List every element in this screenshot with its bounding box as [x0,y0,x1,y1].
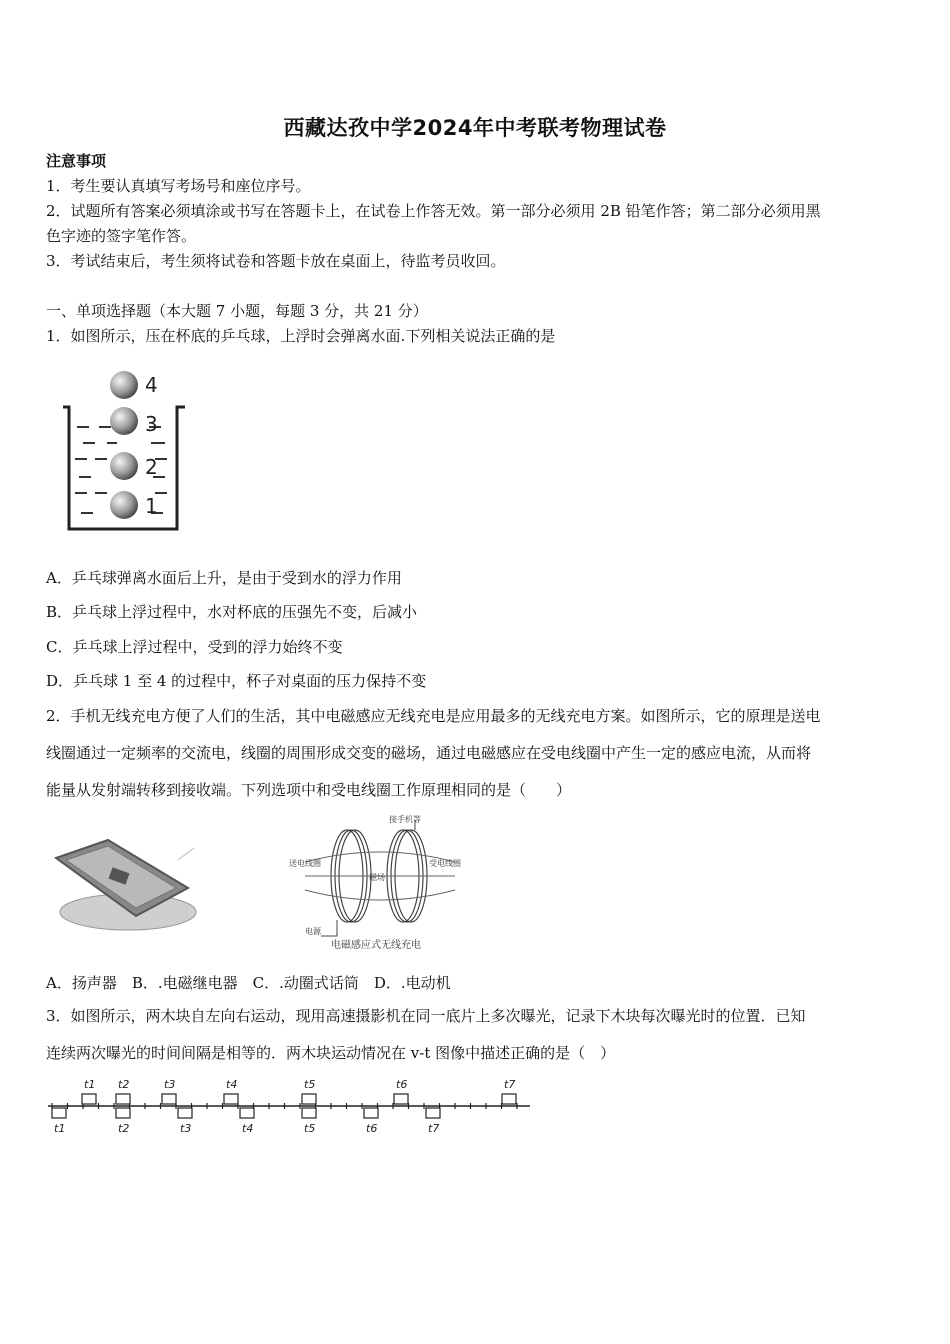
label-receive-coil: 受电线圈 [429,859,461,868]
page-title: 西藏达孜中学2024年中考联考物理试卷 [283,116,667,140]
top-label-7: t7 [504,1078,516,1091]
bottom-label-6: t6 [366,1122,378,1135]
top-blocks [82,1094,516,1104]
notice-item-2-cont: 色字迹的签字笔作答。 [46,227,197,245]
bottom-label-1: t1 [54,1122,66,1135]
top-block-7 [502,1094,516,1104]
top-block-1 [82,1094,96,1104]
top-label-1: t1 [84,1078,96,1091]
bottom-label-7: t7 [428,1122,440,1135]
section-heading: 一、单项选择题（本大题 7 小题，每题 3 分，共 21 分） [46,302,428,320]
label-phone: 接手机等 [389,815,421,824]
ball-4 [110,371,138,399]
figure-caption: 电磁感应式无线充电 [331,940,421,951]
q3-stem-line-1: 3．如图所示，两木块自左向右运动，现用高速摄影机在同一底片上多次曝光，记录下木块每次曝光时的位置．已知 [46,1007,806,1025]
top-label-2: t2 [118,1078,130,1091]
q1-option-a: A．乒乓球弹离水面后上升，是由于受到水的浮力作用 [46,569,402,587]
label-send-coil: 送电线圈 [289,859,321,868]
top-block-2 [116,1094,130,1104]
ball-label-4: 4 [145,373,158,397]
top-labels [84,1078,515,1091]
top-block-6 [394,1094,408,1104]
induction-coils-diagram [285,812,475,952]
notice-heading: 注意事项 [46,152,107,170]
q2-options: A．扬声器 B．.电磁继电器 C．.动圈式话筒 D．.电动机 [46,974,451,992]
top-block-4 [224,1094,238,1104]
bottom-blocks [52,1108,440,1118]
ball-label-3: 3 [145,412,158,436]
top-block-3 [162,1094,176,1104]
top-label-4: t4 [226,1078,238,1091]
bottom-block-5 [302,1108,316,1118]
exposure-diagram [44,1074,534,1138]
bottom-label-2: t2 [118,1122,130,1135]
q1-stem: 1．如图所示，压在杯底的乒乓球，上浮时会弹离水面.下列相关说法正确的是 [46,327,556,345]
ball-3 [110,407,138,435]
q2-stem-line-1: 2．手机无线充电方便了人们的生活，其中电磁感应无线充电是应用最多的无线充电方案。如图所示，它的原理是送电 [46,707,821,725]
notice-item-3: 3．考试结束后，考生须将试卷和答题卡放在桌面上，待监考员收回。 [46,252,506,270]
notice-item-1: 1．考生要认真填写考场号和座位序号。 [46,177,311,195]
q2-stem-line-2: 线圈通过一定频率的交流电，线圈的周围形成交变的磁场，通过电磁感应在受电线圈中产生一定的感应电流，从而将 [46,744,812,762]
top-label-6: t6 [396,1078,408,1091]
top-block-5 [302,1094,316,1104]
top-label-5: t5 [304,1078,316,1091]
top-label-3: t3 [164,1078,176,1091]
beaker-figure [55,365,195,537]
bottom-label-3: t3 [180,1122,192,1135]
bottom-block-1 [52,1108,66,1118]
q2-stem-line-3: 能量从发射端转移到接收端。下列选项中和受电线圈工作原理相同的是（ ） [46,781,572,799]
bottom-labels [54,1122,439,1135]
q3-stem-line-2: 连续两次曝光的时间间隔是相等的．两木块运动情况在 v-t 图像中描述正确的是（ ） [46,1044,616,1062]
ball-1 [110,491,138,519]
bottom-label-5: t5 [304,1122,316,1135]
notice-item-2: 2．试题所有答案必须填涂或书写在答题卡上，在试卷上作答无效。第一部分必须用 2B 铅笔作答；第二部分必须用黑 [46,202,821,220]
phone-charger-photo [48,830,198,938]
ball-label-2: 2 [145,455,158,479]
bottom-block-6 [364,1108,378,1118]
label-field: 磁场 [369,873,385,882]
q1-option-d: D．乒乓球 1 至 4 的过程中，杯子对桌面的压力保持不变 [46,672,427,690]
bottom-block-7 [426,1108,440,1118]
label-source: 电源 [305,927,321,936]
q1-option-c: C．乒乓球上浮过程中，受到的浮力始终不变 [46,638,343,656]
bottom-label-4: t4 [242,1122,254,1135]
bottom-block-2 [116,1108,130,1118]
ball-label-1: 1 [145,494,158,518]
ball-2 [110,452,138,480]
bottom-block-3 [178,1108,192,1118]
q1-option-b: B．乒乓球上浮过程中，水对杯底的压强先不变，后减小 [46,603,418,621]
bottom-block-4 [240,1108,254,1118]
